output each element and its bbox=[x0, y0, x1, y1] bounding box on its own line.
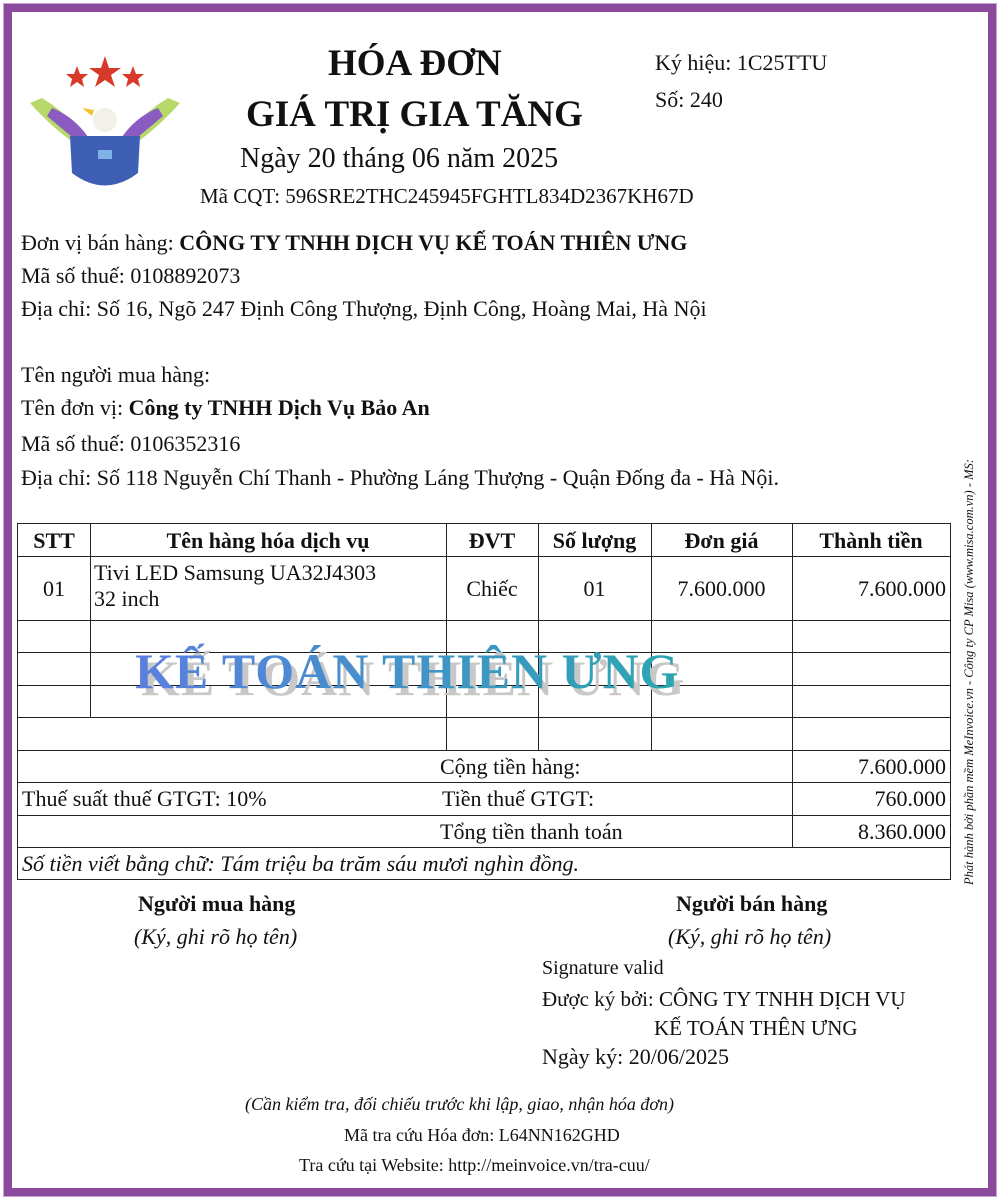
header-qty: Số lượng bbox=[552, 527, 637, 553]
watermark: KẾ TOÁN THIÊN ƯNG bbox=[135, 643, 680, 699]
footer-note: (Cần kiểm tra, đối chiếu trước khi lập, giao, nhận hóa đơn) bbox=[245, 1094, 674, 1114]
invoice-subtitle: GIÁ TRỊ GIA TĂNG bbox=[246, 94, 583, 135]
seller-label: Đơn vị bán hàng: bbox=[21, 230, 180, 255]
lookup-website[interactable]: Tra cứu tại Website: http://meinvoice.vn/tra-cuu/ bbox=[299, 1155, 650, 1175]
company-logo bbox=[22, 38, 188, 198]
row-unit: Chiếc bbox=[466, 575, 518, 601]
buyer-unit-label: Tên đơn vị: bbox=[21, 395, 129, 420]
seller-tax: Mã số thuế: 0108892073 bbox=[21, 263, 241, 288]
row-stt: 01 bbox=[43, 575, 65, 601]
row-amount: 7.600.000 bbox=[858, 575, 946, 601]
vat-label: Tiền thuế GTGT: bbox=[442, 785, 595, 811]
vat-rate: Thuế suất thuế GTGT: 10% bbox=[22, 785, 267, 811]
buyer-sign-title: Người mua hàng bbox=[138, 891, 296, 916]
header-unit: ĐVT bbox=[468, 527, 516, 553]
row-name-line2: 32 inch bbox=[94, 586, 160, 611]
cqt-code: Mã CQT: 596SRE2THC245945FGHTL834D2367KH67D bbox=[200, 184, 694, 208]
invoice-number: Số: 240 bbox=[655, 87, 723, 112]
header-stt: STT bbox=[33, 527, 75, 553]
invoice-symbol: Ký hiệu: 1C25TTU bbox=[655, 50, 828, 75]
amount-in-words: Số tiền viết bằng chữ: Tám triệu ba trăm sáu mươi nghìn đồng. bbox=[22, 850, 579, 876]
header-amount: Thành tiền bbox=[819, 527, 923, 553]
row-price: 7.600.000 bbox=[677, 575, 766, 601]
row-name-line1: Tivi LED Samsung UA32J4303 bbox=[94, 560, 377, 585]
subtotal-label: Cộng tiền hàng: bbox=[440, 753, 581, 779]
buyer-unit-line bbox=[21, 395, 430, 421]
seller-address: Địa chỉ: Số 16, Ngõ 247 Định Công Thượng, Định Công, Hoàng Mai, Hà Nội bbox=[21, 296, 707, 321]
seller-name-line bbox=[21, 230, 687, 256]
header-name: Tên hàng hóa dịch vụ bbox=[166, 527, 370, 553]
signed-by-cont: KẾ TOÁN THÊN ƯNG bbox=[654, 1016, 858, 1040]
items-table bbox=[17, 523, 951, 880]
vat-value: 760.000 bbox=[874, 785, 946, 811]
sign-date: Ngày ký: 20/06/2025 bbox=[542, 1044, 729, 1069]
buyer-sign-note: (Ký, ghi rõ họ tên) bbox=[134, 924, 298, 949]
seller-sign-title: Người bán hàng bbox=[676, 891, 828, 916]
buyer-unit: Công ty TNHH Dịch Vụ Bảo An bbox=[128, 395, 430, 420]
subtotal-value: 7.600.000 bbox=[858, 753, 946, 779]
signed-by: Được ký bởi: CÔNG TY TNHH DỊCH VỤ bbox=[542, 987, 906, 1011]
buyer-address: Địa chỉ: Số 118 Nguyễn Chí Thanh - Phường Láng Thượng - Quận Đống đa - Hà Nội. bbox=[21, 465, 779, 490]
buyer-label: Tên người mua hàng: bbox=[21, 362, 211, 387]
lookup-code: Mã tra cứu Hóa đơn: L64NN162GHD bbox=[344, 1125, 620, 1145]
seller-name: CÔNG TY TNHH DỊCH VỤ KẾ TOÁN THIÊN ƯNG bbox=[179, 230, 688, 255]
seller-sign-note: (Ký, ghi rõ họ tên) bbox=[668, 924, 832, 949]
invoice-title: HÓA ĐƠN bbox=[328, 43, 502, 84]
row-name bbox=[94, 560, 376, 612]
row-qty: 01 bbox=[583, 575, 606, 601]
buyer-tax: Mã số thuế: 0106352316 bbox=[21, 431, 241, 456]
invoice-date: Ngày 20 tháng 06 năm 2025 bbox=[240, 143, 559, 174]
header-price: Đơn giá bbox=[684, 527, 759, 553]
total-value: 8.360.000 bbox=[858, 818, 946, 844]
signature-valid: Signature valid bbox=[542, 957, 664, 979]
issuer-side-text: Phát hành bởi phần mềm MeInvoice.vn - Công ty CP Misa (www.misa.com.vn) - MS: bbox=[962, 459, 976, 885]
total-label: Tổng tiền thanh toán bbox=[440, 818, 623, 844]
